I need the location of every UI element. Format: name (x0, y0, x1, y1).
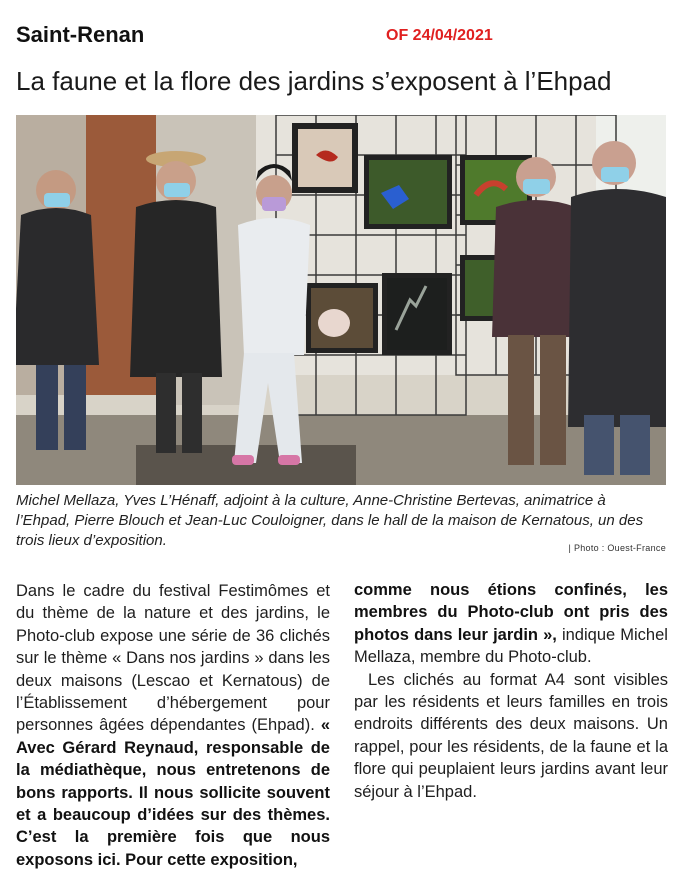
section-title: Saint-Renan (16, 22, 145, 47)
article-column-2 (354, 579, 668, 803)
article-paragraph-1: Dans le cadre du festival Festimômes et du thème de la nature et des jardins, le Photo-club expose une série de 36 clichés sur le thème « Dans nos jardins » dans les deux maisons (Lescao et Kernatous) de l’Établissement d’hébergement pour personnes âgées dépendantes (Ehpad). « Avec Gérard Reynaud, responsable de la médiathèque, nous entretenons de bons rapports. Il nous sollicite souvent et a beaucoup d’idées sur des thèmes. C’est la première fois que nous exposons ici. Pour cette exposition, (16, 582, 331, 869)
article-paragraph-1-continued: comme nous étions confinés, les membres du Photo-club ont pris des photos dans leur jardin », indique Michel Mellaza, membre du Photo-club. (354, 581, 668, 667)
publication-date: OF 24/04/2021 (386, 27, 493, 44)
photo-credit: | Photo : Ouest-France (568, 543, 666, 553)
article-headline: La faune et la flore des jardins s’exposent à l’Ehpad (16, 66, 612, 96)
photo-illustration (16, 115, 666, 485)
article-paragraph-2: Les clichés au format A4 sont visibles par les résidents et leurs familles en trois endroits différents des deux maisons. Un rappel, pour les résidents, de la faune et la flore qui peuplaient leurs jardins avant leur séjour à l’Ehpad. (354, 670, 668, 801)
photo-caption: Michel Mellaza, Yves L’Hénaff, adjoint à la culture, Anne-Christine Bertevas, animatrice à l’Ehpad, Pierre Blouch et Jean-Luc Couloigner, dans le hall de la maison de Kernatous, un des trois lieux d’exposition. (16, 492, 644, 549)
article-column-1 (16, 580, 330, 880)
article-photo (16, 115, 666, 485)
